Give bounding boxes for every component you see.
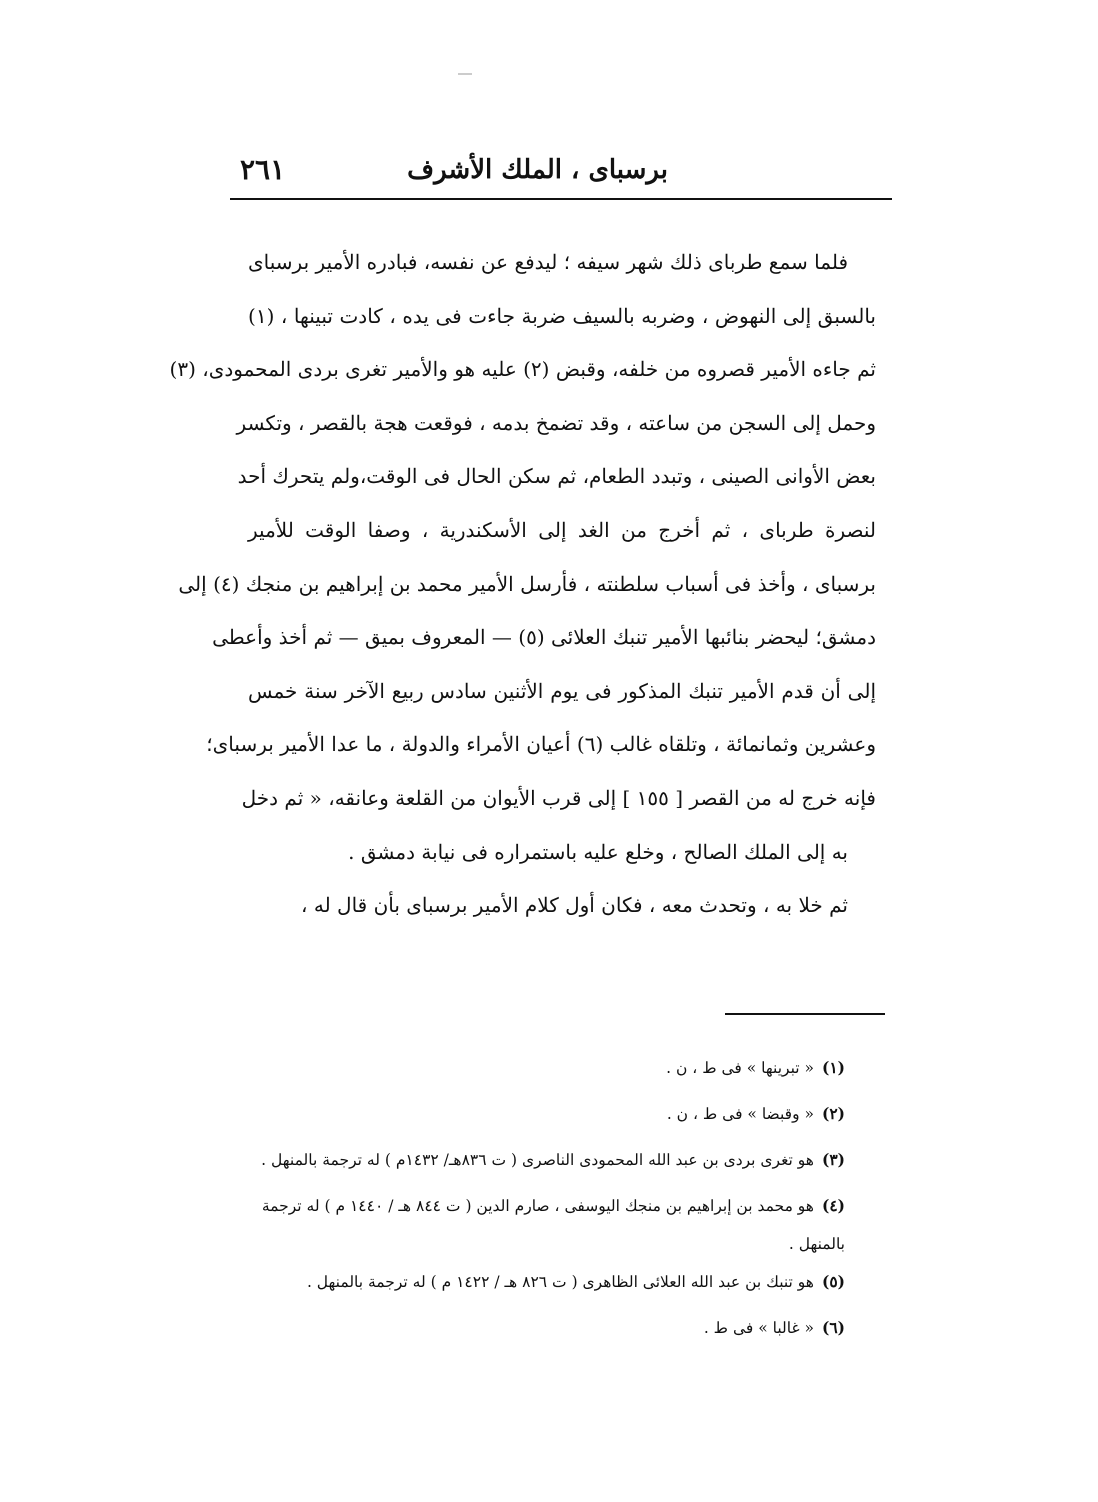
main-text [169, 236, 876, 933]
footnote-continuation [225, 1229, 845, 1259]
text-line: وعشرين وثمانمائة ، وتلقاه غالب (٦) أعيان الأمراء والدولة ، ما عدا الأمير برسباى؛ [206, 732, 876, 757]
footnote-number: (٦) [821, 1318, 845, 1337]
footnote-number: (٤) [821, 1196, 845, 1215]
footnote-text: « تبرينها » فى ط ، ن . [666, 1059, 814, 1077]
text-line: به إلى الملك الصالح ، وخلع عليه باستمراره فى نيابة دمشق . [348, 839, 848, 864]
footnote [225, 1183, 845, 1229]
footnote-text: هو تغرى بردى بن عبد الله المحمودى الناصرى ( ت ٨٣٦هـ/ ١٤٣٢م ) له ترجمة بالمنهل . [261, 1151, 814, 1169]
text-line: فلما سمع طرباى ذلك شهر سيفه ؛ ليدفع عن نفسه، فبادره الأمير برسباى [248, 250, 848, 274]
footnote-number: (٥) [821, 1272, 845, 1291]
footnote [225, 1091, 845, 1137]
text-line: لنصرة طرباى ، ثم أخرج من الغد إلى الأسكندرية ، وصفا الوقت للأمير [248, 517, 876, 542]
page-number: ٢٦١ [240, 153, 286, 186]
footnote [225, 1259, 845, 1305]
footnote-number: (١) [821, 1058, 845, 1077]
text-line: برسباى ، وأخذ فى أسباب سلطنته ، فأرسل الأمير محمد بن إبراهيم بن منجك (٤) إلى [178, 571, 876, 596]
footnote-separator [725, 1013, 885, 1015]
footnote-text: هو تنبك بن عبد الله العلائى الظاهرى ( ت ٨٢٦ هـ / ١٤٢٢ م ) له ترجمة بالمنهل . [306, 1273, 814, 1291]
footnote [225, 1137, 845, 1183]
text-line: بعض الأوانى الصينى ، وتبدد الطعام، ثم سكن الحال فى الوقت،ولم يتحرك أحد [237, 464, 876, 489]
text-line: ثم خلا به ، وتحدث معه ، فكان أول كلام الأمير برسباى بأن قال له ، [301, 893, 848, 918]
footnote-text: هو محمد بن إبراهيم بن منجك اليوسفى ، صارم الدين ( ت ٨٤٤ هـ / ١٤٤٠ م ) له ترجمة [261, 1197, 814, 1215]
footnote [225, 1045, 845, 1091]
footnote-number: (٢) [821, 1104, 845, 1123]
footnote-number: (٣) [821, 1150, 845, 1169]
running-title: برسباى ، الملك الأشرف [407, 155, 668, 185]
text-line: بالسبق إلى النهوض ، وضربه بالسيف ضربة جاءت فى يده ، كادت تبينها ، (١) [248, 303, 876, 328]
footnote-text: « وقبضا » فى ط ، ن . [666, 1105, 814, 1123]
footnote [225, 1305, 845, 1351]
text-line: ثم جاءه الأمير قصروه من خلفه، وقبض (٢) عليه هو والأمير تغرى بردى المحمودى، (٣) [169, 357, 876, 382]
text-line: دمشق؛ ليحضر بنائبها الأمير تنبك العلائى (٥) — المعروف بميق — ثم أخذ وأعطى [212, 625, 876, 650]
text-line: فإنه خرج له من القصر [ ١٥٥ ] إلى قرب الأيوان من القلعة وعانقه، « ثم دخل [241, 785, 876, 810]
footnote-text: « غالبا » فى ط . [703, 1319, 814, 1337]
paper-mark [458, 73, 472, 75]
text-line: إلى أن قدم الأمير تنبك المذكور فى يوم الأثنين سادس ربيع الآخر سنة خمس [248, 678, 876, 703]
footnote-text: بالمنهل . [788, 1235, 845, 1253]
text-line: وحمل إلى السجن من ساعته ، وقد تضمخ بدمه ، فوقعت هجة بالقصر ، وتكسر [236, 410, 876, 435]
header-rule [230, 198, 892, 200]
footnotes [225, 1045, 845, 1351]
running-header [230, 150, 890, 190]
